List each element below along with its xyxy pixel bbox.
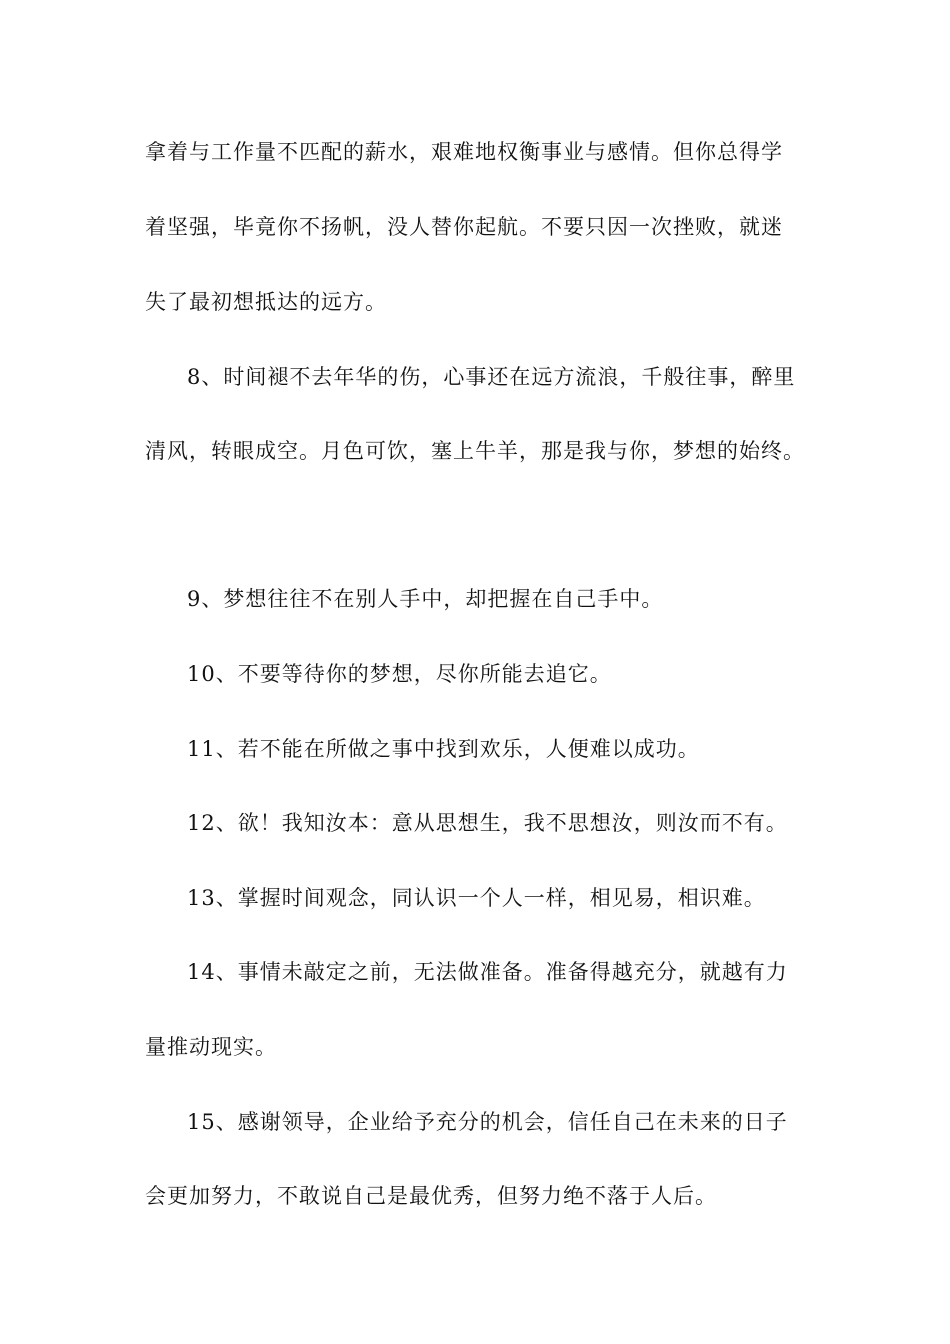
paragraph-15-line-1: 15、感谢领导，企业给予充分的机会，信任自己在未来的日子: [187, 1110, 788, 1134]
paragraph-7-line-2: 着坚强，毕竟你不扬帆，没人替你起航。不要只因一次挫败，就迷: [145, 215, 783, 239]
paragraph-15-line-2: 会更加努力，不敢说自己是最优秀，但努力绝不落于人后。: [145, 1184, 717, 1208]
paragraph-8-line-2: 清风，转眼成空。月色可饮，塞上牛羊，那是我与你，梦想的始终。: [145, 439, 805, 463]
paragraph-10: 10、不要等待你的梦想，尽你所能去追它。: [187, 662, 612, 686]
paragraph-11: 11、若不能在所做之事中找到欢乐，人便难以成功。: [187, 737, 700, 761]
paragraph-13: 13、掌握时间观念，同认识一个人一样，相见易，相识难。: [187, 886, 766, 910]
paragraph-7-line-3: 失了最初想抵达的远方。: [145, 290, 387, 314]
paragraph-8-line-1: 8、时间褪不去年华的伤，心事还在远方流浪，千般往事，醉里: [187, 365, 796, 389]
paragraph-14-line-1: 14、事情未敲定之前，无法做准备。准备得越充分，就越有力: [187, 960, 788, 984]
paragraph-12: 12、欲！我知汝本：意从思想生，我不思想汝，则汝而不有。: [187, 811, 788, 835]
paragraph-14-line-2: 量推动现实。: [145, 1035, 277, 1059]
paragraph-7-line-1: 拿着与工作量不匹配的薪水，艰难地权衡事业与感情。但你总得学: [145, 140, 783, 164]
paragraph-9: 9、梦想往往不在别人手中，却把握在自己手中。: [187, 587, 664, 611]
